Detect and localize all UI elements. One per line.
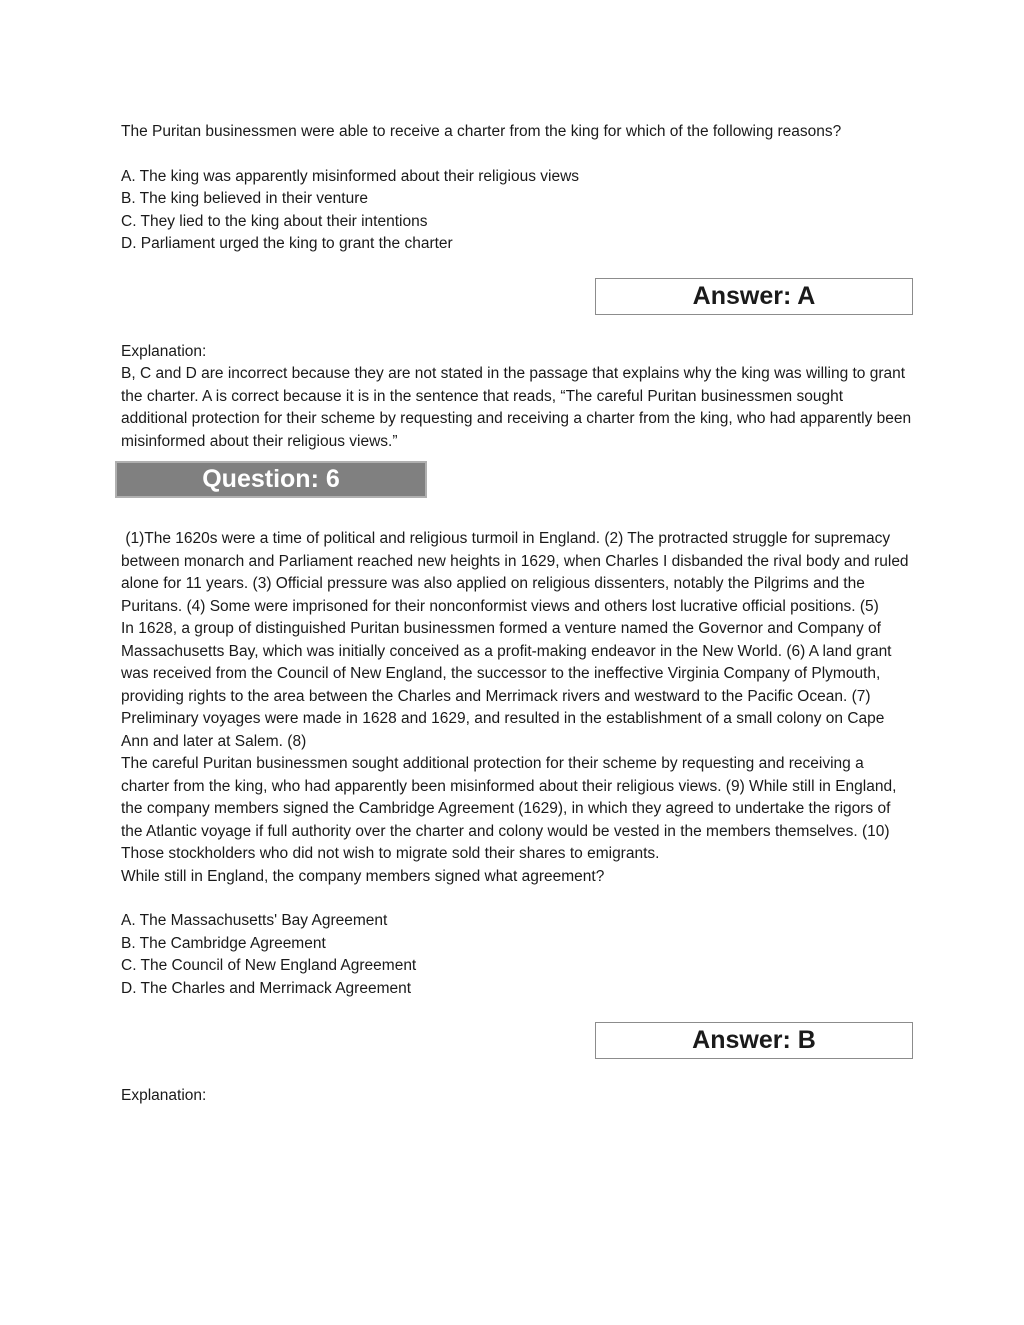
question-6-banner: Question: 6	[115, 461, 427, 498]
question-6-passage-part-3: The careful Puritan businessmen sought additional protection for their scheme by requesting and receiving a charter from the king, who had apparently been misinformed about their religious views. (9) While still in England, the company members signed the Cambridge Agreement (1629), in which they agreed to undertake the rigors of the Atlantic voyage if full authority over the charter and colony would be vested in the members themselves. (10) Those stockholders who did not wish to migrate sold their shares to emigrants.	[121, 755, 901, 862]
question-6-passage-part-2: In 1628, a group of distinguished Puritan businessmen formed a venture named the Governor and Company of Massachusetts Bay, which was initially conceived as a profit-making endeavor in the New World. (6) A land grant was received from the Council of New England, the successor to the ineffective Virginia Company of Plymouth, providing rights to the area between the Charles and Merrimack rivers and westward to the Pacific Ocean. (7) Preliminary voyages were made in 1628 and 1629, and resulted in the establishment of a small colony on Cape Ann and later at Salem. (8)	[121, 620, 896, 750]
page-content	[121, 121, 916, 1108]
question-5-answer-box: Answer: A	[595, 278, 913, 315]
question-5-explanation-label: Explanation:	[121, 342, 207, 360]
question-6-option-b: B. The Cambridge Agreement	[121, 934, 326, 952]
question-5-option-a: A. The king was apparently misinformed about their religious views	[121, 167, 580, 185]
question-5-option-b: B. The king believed in their venture	[121, 190, 369, 207]
question-6-stem: While still in England, the company members signed what agreement?	[121, 867, 605, 885]
question-6-option-d: D. The Charles and Merrimack Agreement	[121, 979, 412, 997]
question-6-option-c: C. The Council of New England Agreement	[121, 957, 417, 974]
question-5-option-d: D. Parliament urged the king to grant the charter	[121, 235, 453, 252]
question-6-explanation-label: Explanation:	[121, 1087, 207, 1104]
question-5-explanation: B, C and D are incorrect because they are not stated in the passage that explains why the king was willing to grant the charter. A is correct because it is in the sentence that reads, “The careful Puritan businessmen sought additional protection for their scheme by requesting and receiving a charter from the king, who had apparently been misinformed about their religious views.”	[121, 365, 916, 450]
question-5-option-c: C. They lied to the king about their intentions	[121, 212, 428, 230]
question-5-stem: The Puritan businessmen were able to receive a charter from the king for which of the following reasons?	[121, 123, 842, 140]
question-6-option-a: A. The Massachusetts' Bay Agreement	[121, 912, 388, 929]
question-6-answer-box: Answer: B	[595, 1022, 913, 1059]
question-6-passage-part-1: (1)The 1620s were a time of political and religious turmoil in England. (2) The protracted struggle for supremacy between monarch and Parliament reached new heights in 1629, when Charles I disbanded the rival body and ruled alone for 11 years. (3) Official pressure was also applied on religious dissenters, notably the Pilgrims and the Puritans. (4) Some were imprisoned for their nonconformist views and others lost lucrative official positions. (5)	[121, 530, 913, 615]
